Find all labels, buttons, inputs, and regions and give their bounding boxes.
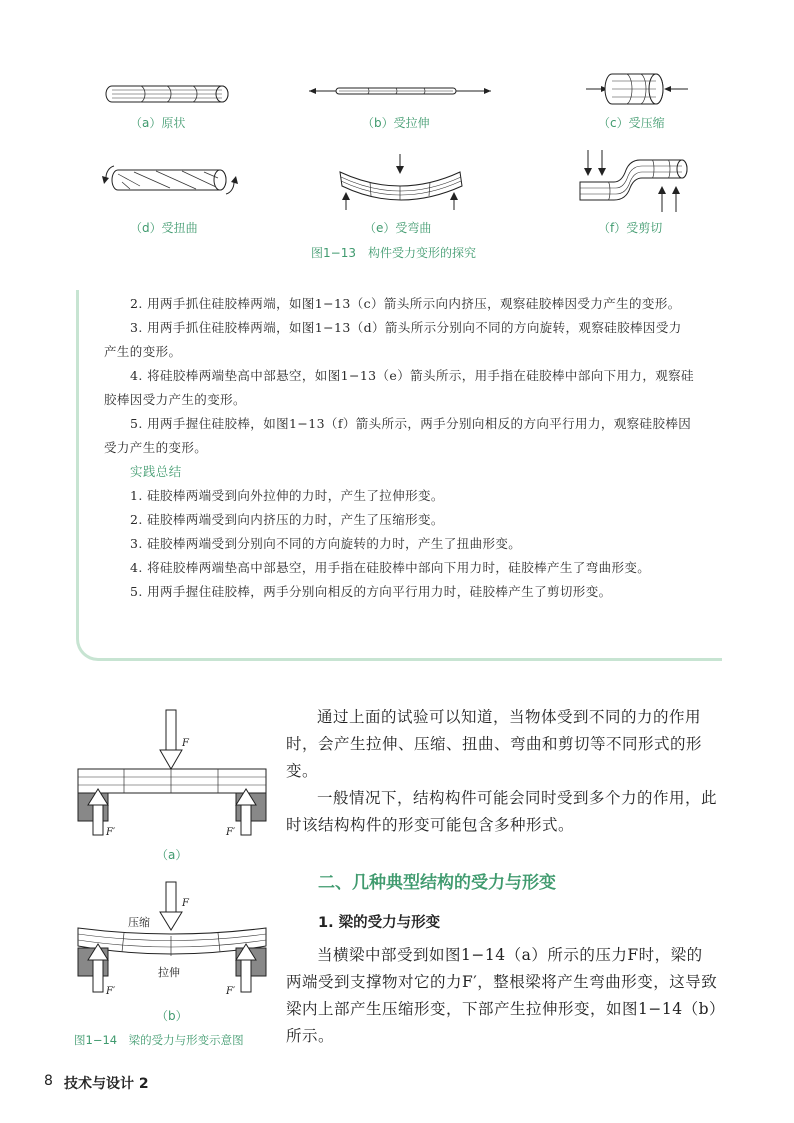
rod-compression-figure [582,70,692,108]
activity-steps [104,292,694,604]
page-number: 8 [44,1073,53,1089]
rod-shear-figure [578,148,694,214]
body-paragraph: 当横梁中部受到如图1−14（a）所示的压力F时，梁的两端受到支撑物对它的力F′，整根梁将产生弯曲形变，这导致梁内上部产生压缩形变，下部产生拉伸形变，如图1−14（b）所示。 [286,946,718,1045]
caption-e: （e）受弯曲 [364,221,432,235]
label-b: （b） [156,1009,188,1023]
activity-step: 2. 用两手抓住硅胶棒两端，如图1−13（c）箭头所示向内挤压，观察硅胶棒因受力产生的变形。 [130,296,681,311]
caption-a: （a）原状 [130,116,186,130]
book-title: 技术与设计 2 [64,1076,149,1092]
figure-1-13-title: 图1−13 构件受力变形的探究 [311,246,476,260]
summary-item: 2. 硅胶棒两端受到向内挤压的力时，产生了压缩形变。 [130,512,444,527]
beam-load-figure-a [74,705,270,840]
label-F-prime: F′ [106,827,116,838]
label-compress: 压缩 [128,916,150,929]
body-paragraph-beam [286,942,718,1050]
rod-tension-figure [305,80,495,102]
summary-item: 3. 硅胶棒两端受到分别向不同的方向旋转的力时，产生了扭曲形变。 [130,536,522,551]
label-F-prime: F′ [226,827,236,838]
activity-step: 3. 用两手抓住硅胶棒两端，如图1−13（d）箭头所示分别向不同的方向旋转，观察硅胶棒因受力产生的变形。 [104,320,682,359]
summary-item: 4. 将硅胶棒两端垫高中部悬空，用手指在硅胶棒中部向下用力时，硅胶棒产生了弯曲形变。 [130,560,651,575]
rod-bending-figure [330,150,470,214]
figure-1-14-title: 图1−14 梁的受力与形变示意图 [74,1033,244,1047]
summary-title: 实践总结 [130,464,182,479]
body-paragraphs [286,704,718,839]
caption-d: （d）受扭曲 [130,221,198,235]
label-tension: 拉伸 [158,966,180,979]
beam-load-figure-b [74,880,270,1000]
rod-torsion-figure [100,160,240,200]
label-F: F [182,738,189,749]
caption-c: （c）受压缩 [598,116,665,130]
activity-step: 4. 将硅胶棒两端垫高中部悬空，如图1−13（e）箭头所示，用手指在硅胶棒中部向下用力，观察硅胶棒因受力产生的变形。 [104,368,694,407]
section-heading: 二、几种典型结构的受力与形变 [318,873,556,893]
label-F-prime: F′ [106,986,116,997]
subsection-heading: 1. 梁的受力与形变 [318,915,441,931]
label-F: F [182,898,189,909]
activity-step: 5. 用两手握住硅胶棒，如图1−13（f）箭头所示，两手分别向相反的方向平行用力，观察硅胶棒因受力产生的变形。 [104,416,692,455]
body-paragraph: 一般情况下，结构构件可能会同时受到多个力的作用，此时该结构构件的形变可能包含多种形式。 [286,789,718,834]
caption-b: （b）受拉伸 [362,116,430,130]
caption-f: （f）受剪切 [598,221,663,235]
summary-item: 5. 用两手握住硅胶棒，两手分别向相反的方向平行用力时，硅胶棒产生了剪切形变。 [130,584,612,599]
label-a: （a） [156,848,188,862]
rod-original-figure [104,78,234,108]
body-paragraph: 通过上面的试验可以知道，当物体受到不同的力的作用时，会产生拉伸、压缩、扭曲、弯曲和剪切等不同形式的形变。 [286,708,703,780]
summary-item: 1. 硅胶棒两端受到向外拉伸的力时，产生了拉伸形变。 [130,488,444,503]
label-F-prime: F′ [226,986,236,997]
